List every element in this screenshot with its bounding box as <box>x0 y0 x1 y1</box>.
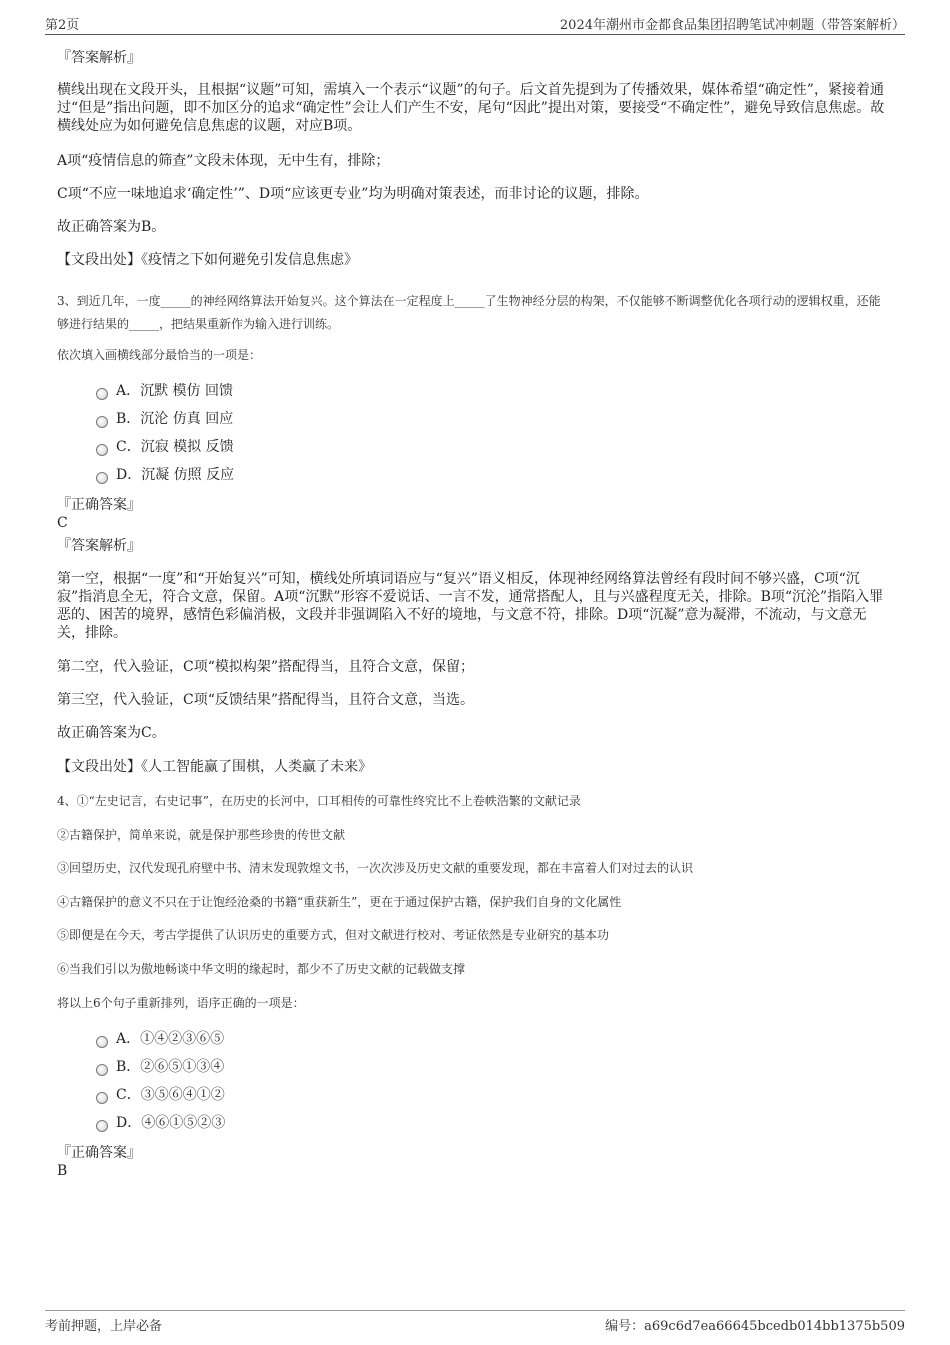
q2-analysis-label: 『答案解析』 <box>57 50 141 66</box>
q3-analysis-para2: 第二空，代入验证，C项“模拟构架”搭配得当，且符合文意，保留； <box>57 659 475 675</box>
q3-analysis-para4: 故正确答案为C。 <box>57 725 166 741</box>
q3-correct-answer: C <box>57 515 68 531</box>
page-header <box>45 12 905 35</box>
option-label: C．沉寂 模拟 反馈 <box>116 439 234 455</box>
radio-icon <box>96 1064 108 1076</box>
radio-icon <box>96 1092 108 1104</box>
q2-analysis-para2: A项“疫情信息的筛查”文段未体现，无中生有，排除； <box>57 153 390 169</box>
q3-option-b[interactable] <box>96 410 233 428</box>
document-title: 2024年潮州市金都食品集团招聘笔试冲刺题（带答案解析） <box>559 18 905 33</box>
q3-analysis-para3: 第三空，代入验证，C项“反馈结果”搭配得当，且符合文意，当选。 <box>57 692 475 708</box>
q3-option-d[interactable] <box>96 466 234 484</box>
q3-correct-label: 『正确答案』 <box>57 497 141 513</box>
q3-analysis-label: 『答案解析』 <box>57 538 141 554</box>
radio-icon <box>96 1036 108 1048</box>
q4-option-a[interactable] <box>96 1030 224 1048</box>
option-label: C．③⑤⑥④①② <box>116 1087 225 1103</box>
radio-icon <box>96 1120 108 1132</box>
q4-sentence-2: ②古籍保护，简单来说，就是保护那些珍贵的传世文献 <box>57 828 346 842</box>
q3-prompt: 依次填入画横线部分最恰当的一项是： <box>57 348 262 362</box>
q3-analysis-para1: 第一空，根据“一度”和“开始复兴”可知，横线处所填词语应与“复兴”语义相反，体现神经网络算法曾经有段时间不够兴盛，C项“沉寂”指消息全无，符合文意，保留。A项“沉默”形容不爱说话、一言不发，通常搭配人，且与兴盛程度无关，排除。B项“沉沦”指陷入罪恶的、困苦的境界，感情色彩偏消极，文段并非强调陷入不好的境地，与文意不符，排除。D项“沉凝”意为凝滞，不流动，与文意无关，排除。 <box>57 571 884 641</box>
q3-source: 【文段出处】《人工智能赢了围棋，人类赢了未来》 <box>57 759 372 775</box>
q4-sentence-5: ⑤即便是在今天，考古学提供了认识历史的重要方式，但对文献进行校对、考证依然是专业研究的基本功 <box>57 928 610 942</box>
q2-analysis-para4: 故正确答案为B。 <box>57 219 166 235</box>
q4-option-b[interactable] <box>96 1058 224 1076</box>
footer-slogan: 考前押题，上岸必备 <box>45 1319 163 1334</box>
page-number: 第2页 <box>45 18 80 33</box>
q3-option-a[interactable] <box>96 382 233 400</box>
q2-analysis-para3: C项“不应一味地追求‘确定性’”、D项“应该更专业”均为明确对策表述，而非讨论的议题，排除。 <box>57 186 649 202</box>
option-label: B．沉沦 仿真 回应 <box>116 411 234 427</box>
q4-sentence-4: ④古籍保护的意义不只在于让饱经沧桑的书籍“重获新生”，更在于通过保护古籍，保护我们自身的文化属性 <box>57 895 622 909</box>
q4-sentence-6: ⑥当我们引以为傲地畅谈中华文明的缘起时，都少不了历史文献的记载做支撑 <box>57 962 466 976</box>
page-footer <box>45 1310 905 1333</box>
q4-correct-answer: B <box>57 1163 68 1179</box>
q4-sentence-3: ③回望历史，汉代发现孔府壁中书、清末发现敦煌文书，一次次涉及历史文献的重要发现，都在丰富着人们对过去的认识 <box>57 861 694 875</box>
option-label: A．沉默 模仿 回馈 <box>116 383 234 399</box>
option-label: A．①④②③⑥⑤ <box>116 1031 225 1047</box>
q4-prompt: 将以上6个句子重新排列，语序正确的一项是： <box>57 996 305 1010</box>
radio-icon <box>96 444 108 456</box>
q4-sentence-1: 4、①“左史记言，右史记事”，在历史的长河中，口耳相传的可靠性终究比不上卷帙浩繁的文献记录 <box>57 794 581 808</box>
q2-analysis-para1: 横线出现在文段开头，且根据“议题”可知，需填入一个表示“议题”的句子。后文首先提到为了传播效果，媒体希望“确定性”，紧接着通过“但是”指出问题，即不加区分的追求“确定性”会让人们产生不安，尾句“因此”提出对策，要接受“不确定性”，避免导致信息焦虑。故横线处应为如何避免信息焦虑的议题，对应B项。 <box>57 82 885 134</box>
radio-icon <box>96 388 108 400</box>
q3-stem: 3、到近几年，一度_____的神经网络算法开始复兴。这个算法在一定程度上_____了生物神经分层的构架，不仅能够不断调整优化各项行动的逻辑权重，还能够进行结果的_____，把结果重新作为输入进行训练。 <box>57 294 881 331</box>
option-label: D．沉凝 仿照 反应 <box>116 467 235 483</box>
q4-option-d[interactable] <box>96 1114 225 1132</box>
q2-source: 【文段出处】《疫情之下如何避免引发信息焦虑》 <box>57 252 358 268</box>
q3-option-c[interactable] <box>96 438 234 456</box>
radio-icon <box>96 472 108 484</box>
option-label: B．②⑥⑤①③④ <box>116 1059 225 1075</box>
document-id: 编号：a69c6d7ea66645bcedb014bb1375b509 <box>605 1319 905 1334</box>
q4-correct-label: 『正确答案』 <box>57 1145 141 1161</box>
option-label: D．④⑥①⑤②③ <box>116 1115 226 1131</box>
radio-icon <box>96 416 108 428</box>
q4-option-c[interactable] <box>96 1086 225 1104</box>
